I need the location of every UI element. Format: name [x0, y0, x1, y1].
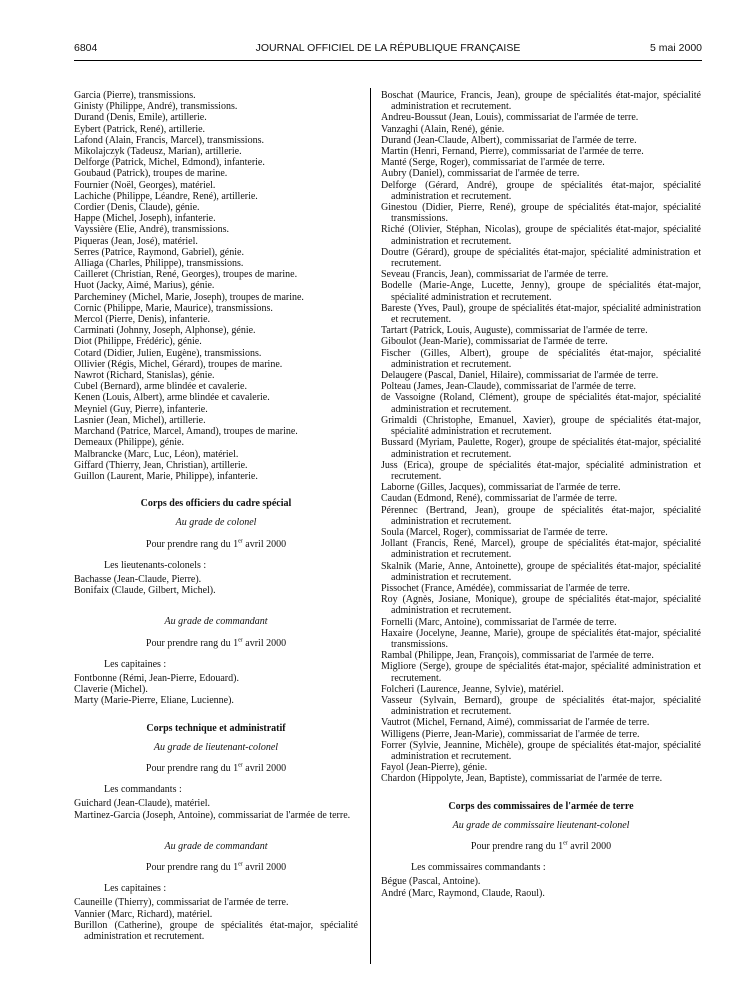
grade-title: Au grade de commandant: [164, 840, 268, 852]
list-item: Juss (Erica), groupe de spécialités état-major, spécialité administration et recrutement.: [381, 459, 701, 482]
list-item: Marchand (Patrice, Marcel, Amand), troupes de marine.: [74, 426, 298, 438]
list-item: Giffard (Thierry, Jean, Christian), artillerie.: [74, 459, 248, 471]
list-item: Fornelli (Marc, Antoine), commissariat de l'armée de terre.: [381, 616, 617, 628]
list-item: Malbrancke (Marc, Luc, Léon), matériel.: [74, 448, 239, 460]
list-item: Marty (Marie-Pierre, Eliane, Lucienne).: [74, 695, 234, 707]
right-entry-list: [381, 90, 701, 785]
left-column: [74, 90, 358, 942]
list-item: André (Marc, Raymond, Claude, Raoul).: [381, 887, 545, 899]
list-item: Ginestou (Didier, Pierre, René), groupe de spécialités état-major, spécialité transmissions.: [381, 202, 701, 225]
issue-date: 5 mai 2000: [650, 42, 702, 54]
entry-list: [74, 574, 358, 596]
list-item: Fischer (Gilles, Albert), groupe de spécialités état-major, spécialité administration et recrutement.: [381, 347, 701, 370]
list-item: Parcheminey (Michel, Marie, Joseph), troupes de marine.: [74, 291, 304, 303]
list-item: Meyniel (Guy, Pierre), infanterie.: [74, 403, 208, 415]
list-item: Doutre (Gérard), groupe de spécialités état-major, spécialité administration et recrutement.: [381, 246, 701, 270]
list-item: Vanzaghi (Alain, René), génie.: [381, 123, 505, 135]
list-item: Laborne (Gilles, Jacques), commissariat de l'armée de terre.: [381, 482, 621, 494]
list-item: Migliore (Serge), groupe de spécialités état-major, spécialité administration et recrutement.: [381, 661, 701, 684]
list-item: Forrer (Sylvie, Jeannine, Michèle), groupe de spécialités état-major, spécialité administration et recrutement.: [381, 739, 701, 762]
list-item: Boschat (Maurice, Francis, Jean), groupe de spécialités état-major, spécialité administration et recrutement.: [381, 90, 701, 113]
group-label: Les commandants :: [104, 784, 182, 796]
section-title-cadre-special: Corps des officiers du cadre spécial: [140, 498, 292, 510]
rang-line: Pour prendre rang du 1er avril 2000: [145, 861, 287, 873]
list-item: Pissochet (France, Amédée), commissariat de l'armée de terre.: [381, 582, 630, 594]
rang-line: Pour prendre rang du 1er avril 2000: [145, 762, 287, 774]
list-item: Haxaire (Jocelyne, Jeanne, Marie), groupe de spécialités état-major, spécialité transmissions.: [381, 627, 701, 650]
header-rule: [74, 60, 702, 61]
entry-list: [381, 876, 701, 898]
list-item: Kenen (Louis, Albert), arme blindée et cavalerie.: [74, 392, 270, 404]
list-item: Cauneille (Thierry), commissariat de l'armée de terre.: [74, 897, 289, 909]
list-item: Cubel (Bernard), arme blindée et cavalerie.: [74, 381, 247, 393]
grade-title: Au grade de colonel: [175, 517, 257, 529]
list-item: Vautrot (Michel, Fernand, Aimé), commissariat de l'armée de terre.: [381, 717, 650, 729]
list-item: Ollivier (Régis, Michel, Gérard), troupes de marine.: [74, 358, 283, 370]
list-item: Mikolajczyk (Tadeusz, Marian), artillerie.: [74, 146, 242, 158]
column-divider: [370, 88, 371, 964]
list-item: Nawrot (Richard, Stanislas), génie.: [74, 370, 215, 382]
list-item: Lachiche (Philippe, Léandre, René), artillerie.: [74, 190, 258, 202]
list-item: Durand (Denis, Emile), artillerie.: [74, 112, 207, 124]
section-title-technique: Corps technique et administratif: [146, 722, 286, 734]
list-item: Demeaux (Philippe), génie.: [74, 437, 184, 449]
section-title-commissaires: Corps des commissaires de l'armée de terre: [448, 800, 634, 812]
grade-title: Au grade de commissaire lieutenant-colonel: [452, 819, 630, 831]
list-item: Eybert (Patrick, René), artillerie.: [74, 123, 206, 135]
list-item: Caudan (Edmond, René), commissariat de l'armée de terre.: [381, 493, 618, 505]
list-item: Riché (Olivier, Stéphan, Nicolas), groupe de spécialités état-major, spécialité administration et recrutement.: [381, 224, 701, 247]
group-label: Les capitaines :: [104, 883, 167, 895]
list-item: Tartart (Patrick, Louis, Auguste), commissariat de l'armée de terre.: [381, 325, 648, 337]
left-entry-list: [74, 90, 358, 482]
list-item: Vasseur (Sylvain, Bernard), groupe de spécialités état-major, spécialité administration et recrutement.: [381, 694, 701, 718]
rang-line: Pour prendre rang du 1er avril 2000: [470, 840, 612, 852]
list-item: Bussard (Myriam, Paulette, Roger), groupe de spécialités état-major, spécialité administration et recrutement.: [381, 437, 701, 460]
list-item: Ginisty (Philippe, André), transmissions.: [74, 101, 238, 113]
journal-title: JOURNAL OFFICIEL DE LA RÉPUBLIQUE FRANÇAISE: [255, 42, 521, 54]
list-item: Goubaud (Patrick), troupes de marine.: [74, 168, 228, 180]
list-item: Alliaga (Charles, Philippe), transmissions.: [74, 258, 244, 270]
rang-line: Pour prendre rang du 1er avril 2000: [145, 637, 287, 649]
grade-title: Au grade de commandant: [164, 616, 268, 628]
list-item: Garcia (Pierre), transmissions.: [74, 90, 196, 101]
list-item: Delforge (Gérard, André), groupe de spécialités état-major, spécialité administration et recrutement.: [381, 179, 701, 202]
list-item: Bachasse (Jean-Claude, Pierre).: [74, 573, 202, 585]
list-item: Claverie (Michel).: [74, 684, 148, 696]
list-item: Polteau (James, Jean-Claude), commissariat de l'armée de terre.: [381, 381, 637, 393]
entry-list: [74, 798, 358, 820]
list-item: Pérennec (Bertrand, Jean), groupe de spécialités état-major, spécialité administration et recrutement.: [381, 504, 701, 527]
list-item: Chardon (Hippolyte, Jean, Baptiste), commissariat de l'armée de terre.: [381, 773, 663, 785]
list-item: Lasnier (Jean, Michel), artillerie.: [74, 414, 206, 426]
list-item: Martin (Henri, Fernand, Pierre), commissariat de l'armée de terre.: [381, 146, 644, 158]
list-item: Delaugere (Pascal, Daniel, Hilaire), commissariat de l'armée de terre.: [381, 370, 659, 382]
list-item: Vannier (Marc, Richard), matériel.: [74, 908, 213, 920]
grade-title: Au grade de lieutenant-colonel: [153, 741, 279, 753]
list-item: Fayol (Jean-Pierre), génie.: [381, 762, 488, 774]
list-item: Durand (Jean-Claude, Albert), commissariat de l'armée de terre.: [381, 134, 637, 146]
list-item: Guillon (Laurent, Marie, Philippe), infanterie.: [74, 470, 258, 482]
rang-line: Pour prendre rang du 1er avril 2000: [145, 538, 287, 550]
list-item: Seveau (Francis, Jean), commissariat de l'armée de terre.: [381, 269, 609, 281]
list-item: Aubry (Daniel), commissariat de l'armée de terre.: [381, 168, 580, 180]
list-item: Carminati (Johnny, Joseph, Alphonse), génie.: [74, 325, 256, 337]
list-item: Vayssière (Elie, André), transmissions.: [74, 224, 229, 236]
entry-list: [74, 897, 358, 942]
list-item: Skalnik (Marie, Anne, Antoinette), groupe de spécialités état-major, spécialité administration et recrutement.: [381, 560, 701, 583]
list-item: Jollant (Francis, René, Marcel), groupe de spécialités état-major, spécialité administration et recrutement.: [381, 538, 701, 561]
list-item: Manté (Serge, Roger), commissariat de l'armée de terre.: [381, 157, 605, 169]
list-item: Huot (Jacky, Aimé, Marius), génie.: [74, 280, 215, 292]
list-item: Guichard (Jean-Claude), matériel.: [74, 798, 211, 810]
list-item: Diot (Philippe, Frédéric), génie.: [74, 336, 202, 348]
list-item: Folcheri (Laurence, Jeanne, Sylvie), matériel.: [381, 683, 564, 695]
list-item: Bonifaix (Claude, Gilbert, Michel).: [74, 585, 216, 597]
list-item: Fontbonne (Rémi, Jean-Pierre, Edouard).: [74, 672, 239, 684]
list-item: Burillon (Catherine), groupe de spécialités état-major, spécialité administration et recrutement.: [74, 919, 358, 942]
right-column: [381, 90, 701, 899]
page-number: 6804: [74, 42, 98, 54]
list-item: Delforge (Patrick, Michel, Edmond), infanterie.: [74, 157, 265, 169]
list-item: Soula (Marcel, Roger), commissariat de l'armée de terre.: [381, 526, 608, 538]
list-item: Fournier (Noël, Georges), matériel.: [74, 179, 216, 191]
list-item: Andreu-Boussut (Jean, Louis), commissariat de l'armée de terre.: [381, 112, 639, 124]
list-item: Happe (Michel, Joseph), infanterie.: [74, 213, 216, 225]
list-item: Cailleret (Christian, René, Georges), troupes de marine.: [74, 269, 298, 281]
list-item: Serres (Patrice, Raymond, Gabriel), génie.: [74, 246, 244, 258]
list-item: de Vassoigne (Roland, Clément), groupe de spécialités état-major, spécialité administration et recrutement.: [381, 392, 701, 415]
list-item: Piqueras (Jean, José), matériel.: [74, 235, 198, 247]
group-label: Les commissaires commandants :: [411, 862, 546, 874]
list-item: Mercol (Pierre, Denis), infanterie.: [74, 314, 211, 326]
list-item: Martinez-Garcia (Joseph, Antoine), commissariat de l'armée de terre.: [74, 809, 351, 821]
list-item: Roy (Agnès, Josiane, Monique), groupe de spécialités état-major, spécialité administration et recrutement.: [381, 594, 701, 617]
list-item: Grimaldi (Christophe, Emanuel, Xavier), groupe de spécialités état-major, spécialité administration et recrutement.: [381, 414, 701, 438]
page-header: [74, 42, 702, 58]
list-item: Rambal (Philippe, Jean, François), commissariat de l'armée de terre.: [381, 650, 654, 662]
list-item: Willigens (Pierre, Jean-Marie), commissariat de l'armée de terre.: [381, 728, 640, 740]
entry-list: [74, 673, 358, 707]
list-item: Lafond (Alain, Francis, Marcel), transmissions.: [74, 134, 264, 146]
list-item: Bégue (Pascal, Antoine).: [381, 876, 481, 888]
list-item: Cotard (Didier, Julien, Eugène), transmissions.: [74, 347, 262, 359]
list-item: Bodelle (Marie-Ange, Lucette, Jenny), groupe de spécialités état-major, spécialité administration et recrutement.: [381, 280, 701, 303]
list-item: Giboulot (Jean-Marie), commissariat de l'armée de terre.: [381, 336, 608, 348]
list-item: Cordier (Denis, Claude), génie.: [74, 202, 200, 214]
list-item: Bareste (Yves, Paul), groupe de spécialités état-major, spécialité administration et recrutement.: [381, 302, 701, 326]
list-item: Cornic (Philippe, Marie, Maurice), transmissions.: [74, 302, 273, 314]
group-label: Les lieutenants-colonels :: [104, 559, 207, 571]
group-label: Les capitaines :: [104, 658, 167, 670]
